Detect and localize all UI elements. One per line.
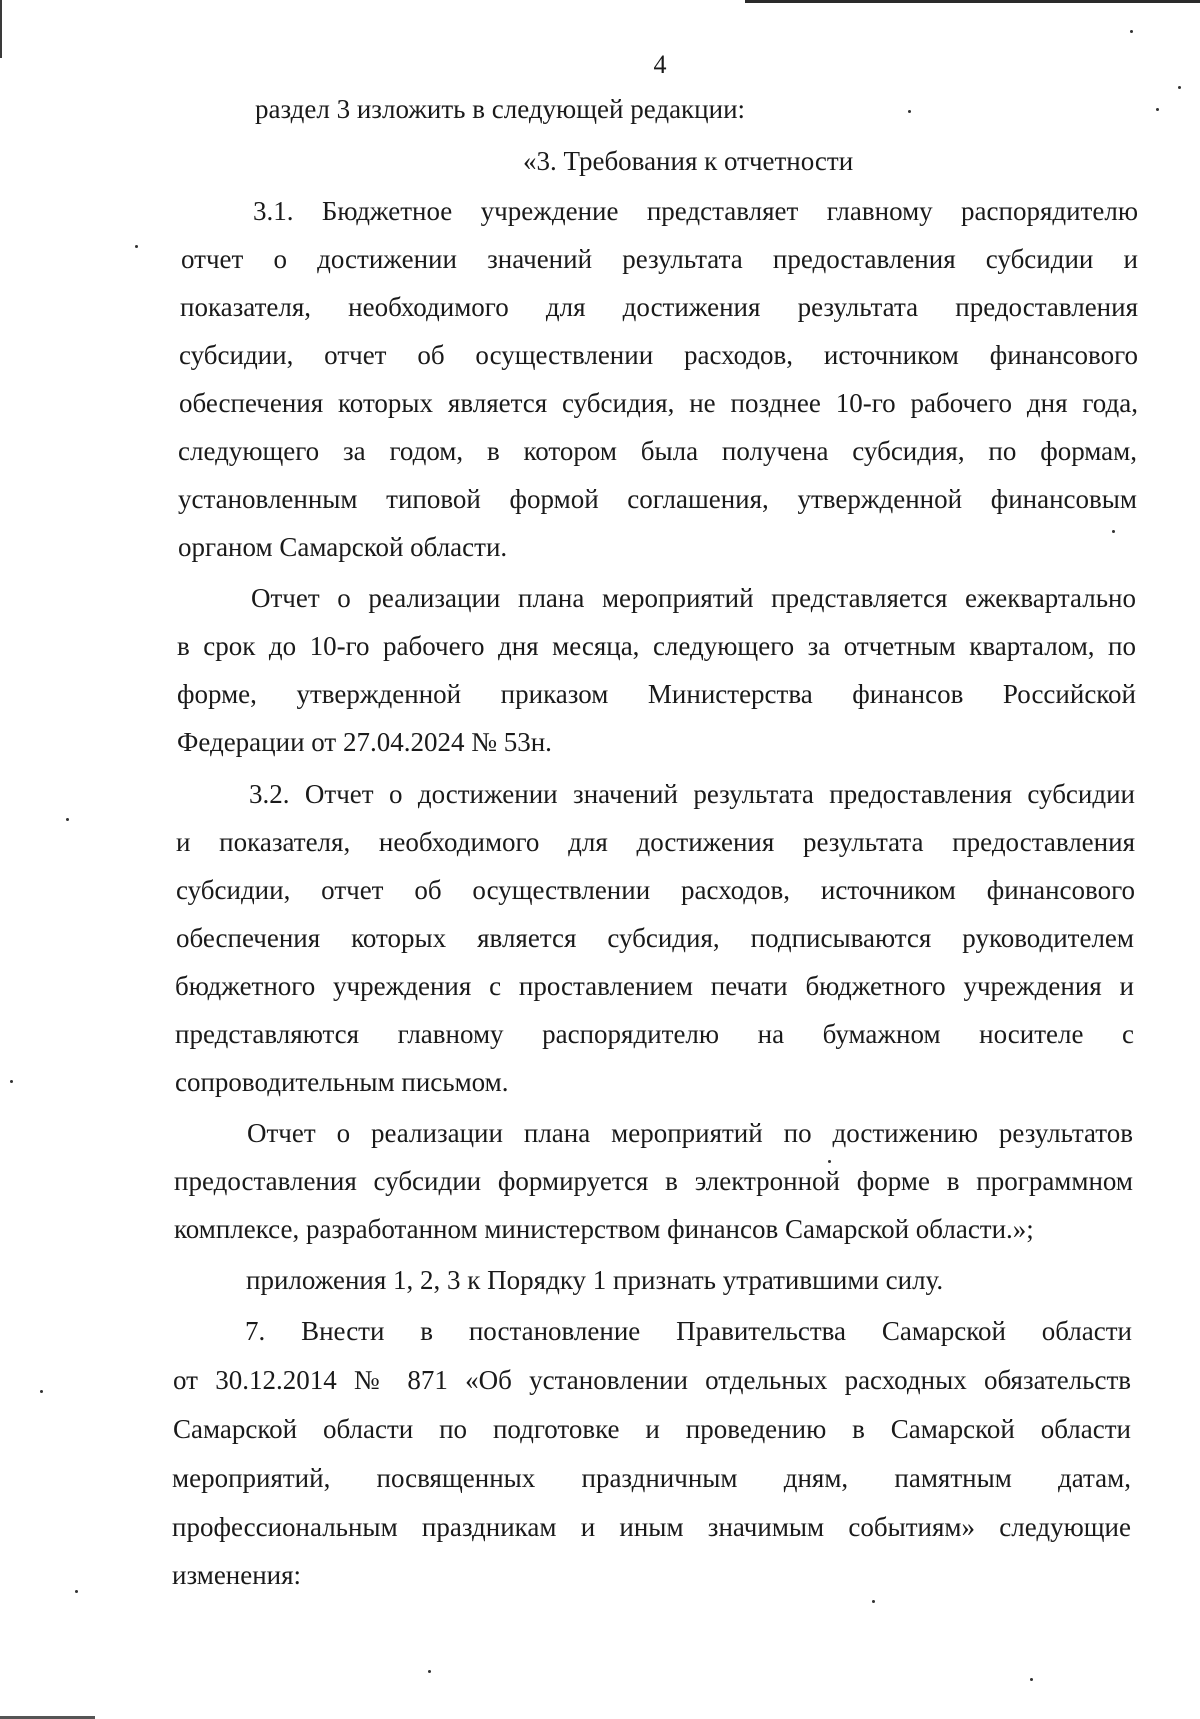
paragraph-line: отчет о достижении значений результата предоставления субсидии и (181, 244, 1138, 274)
page-number: 4 (653, 50, 667, 79)
scan-speck (828, 1160, 831, 1163)
paragraph-line: субсидии, отчет об осуществлении расходов, источником финансового (179, 340, 1138, 370)
scan-speck (135, 245, 138, 248)
scan-speck (1156, 108, 1159, 111)
paragraph-line: показателя, необходимого для достижения результата предоставления (180, 292, 1138, 322)
paragraph-line: мероприятий, посвященных праздничным дням, памятным датам, (172, 1463, 1131, 1493)
scan-speck (66, 818, 69, 821)
paragraph-line: Отчет о реализации плана мероприятий по достижению результатов (247, 1118, 1133, 1148)
scan-speck (872, 1600, 875, 1603)
scan-speck (1130, 30, 1133, 33)
paragraph-line: бюджетного учреждения с проставлением печати бюджетного учреждения и (175, 971, 1134, 1001)
scan-speck (428, 1670, 431, 1673)
paragraph-line: Федерации от 27.04.2024 № 53н. (177, 727, 552, 757)
paragraph-line: от 30.12.2014 № 871 «Об установлении отдельных расходных обязательств (173, 1365, 1131, 1395)
scan-speck (40, 1390, 43, 1393)
paragraph-line: следующего за годом, в котором была получена субсидия, по формам, (178, 436, 1137, 466)
paragraph-line: предоставления субсидии формируется в электронной форме в программном (174, 1166, 1133, 1196)
scan-speck (1178, 86, 1181, 89)
paragraph-line: форме, утвержденной приказом Министерства финансов Российской (177, 679, 1136, 709)
paragraph-line: 3.2. Отчет о достижении значений результата предоставления субсидии (249, 779, 1135, 809)
paragraph-line: обеспечения которых является субсидия, не позднее 10-го рабочего дня года, (179, 388, 1138, 418)
paragraph-line: приложения 1, 2, 3 к Порядку 1 признать утратившими силу. (246, 1265, 944, 1295)
section-heading: «3. Требования к отчетности (523, 146, 854, 176)
paragraph-line: сопроводительным письмом. (175, 1067, 509, 1097)
paragraph-line: 7. Внести в постановление Правительства Самарской области (245, 1316, 1132, 1346)
paragraph-line: комплексе, разработанном министерством финансов Самарской области.»; (174, 1214, 1034, 1244)
scan-top-border (745, 0, 1200, 3)
paragraph-line: в срок до 10-го рабочего дня месяца, следующего за отчетным кварталом, по (177, 631, 1136, 661)
paragraph-line: профессиональным праздникам и иным значимым событиям» следующие (172, 1512, 1131, 1542)
paragraph-line: Самарской области по подготовке и проведению в Самарской области (173, 1414, 1131, 1444)
paragraph-line: и показателя, необходимого для достижения результата предоставления (176, 827, 1135, 857)
paragraph-line: субсидии, отчет об осуществлении расходов, источником финансового (176, 875, 1135, 905)
scan-speck (1030, 1678, 1033, 1681)
intro-line: раздел 3 изложить в следующей редакции: (255, 94, 746, 124)
scan-speck (75, 1590, 78, 1593)
scan-speck (1112, 530, 1115, 533)
paragraph-line: представляются главному распорядителю на бумажном носителе с (175, 1019, 1134, 1049)
paragraph-line: установленным типовой формой соглашения, утвержденной финансовым (178, 484, 1137, 514)
paragraph-line: изменения: (172, 1560, 302, 1590)
scan-speck (10, 1080, 13, 1083)
paragraph-line: обеспечения которых является субсидия, подписываются руководителем (176, 923, 1134, 953)
paragraph-line: Отчет о реализации плана мероприятий представляется ежеквартально (251, 583, 1136, 613)
scan-speck (908, 110, 911, 113)
paragraph-line: 3.1. Бюджетное учреждение представляет главному распорядителю (253, 196, 1138, 226)
paragraph-line: органом Самарской области. (178, 532, 508, 562)
